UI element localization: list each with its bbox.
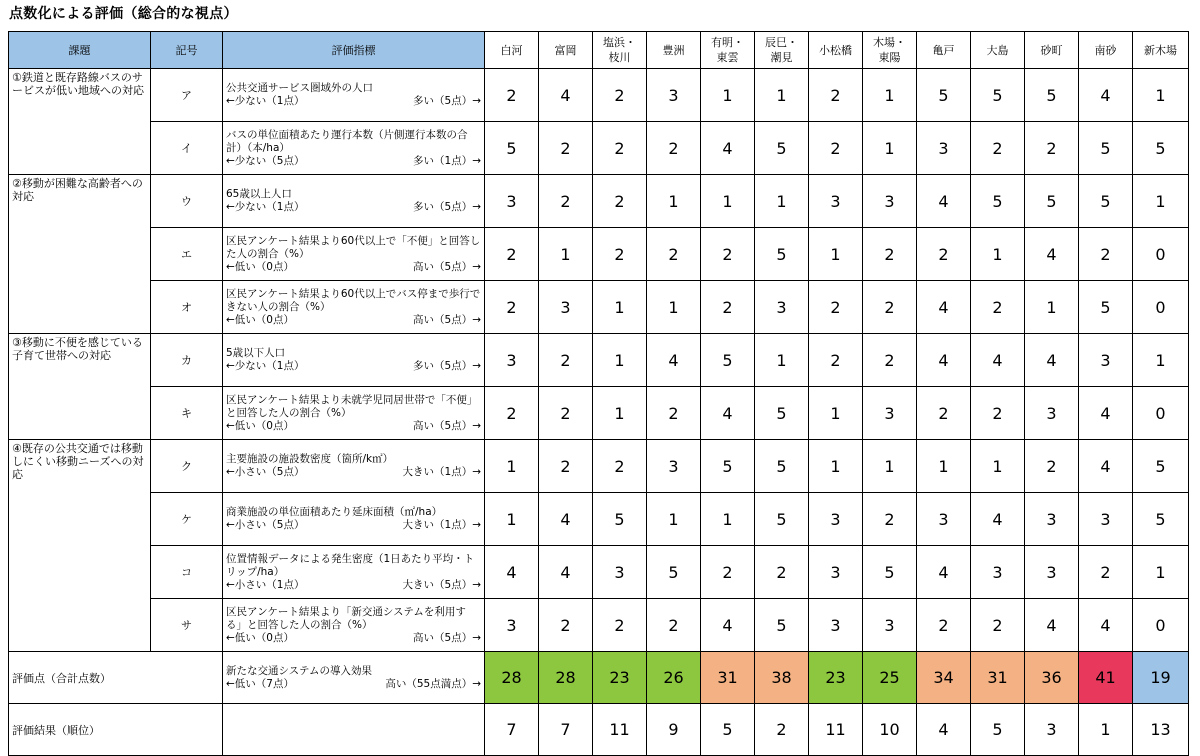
indicator-text: 区民アンケート結果より未就学児同居世帯で「不便」と回答した人の割合（%） <box>226 393 478 419</box>
total-scale <box>226 678 481 691</box>
score-cell: 1 <box>809 387 863 440</box>
score-cell: 1 <box>863 440 917 493</box>
page-title: 点数化による評価（総合的な視点） <box>9 6 238 22</box>
score-cell: 2 <box>971 387 1025 440</box>
table-header <box>9 32 1189 69</box>
score-cell: 2 <box>485 228 539 281</box>
score-cell: 4 <box>917 281 971 334</box>
score-cell: 3 <box>539 281 593 334</box>
score-cell: 1 <box>1133 334 1189 387</box>
scale-high: 高い（5点）→ <box>413 260 481 273</box>
indicator-text: 5歳以下人口 <box>226 347 286 359</box>
table-row <box>9 440 1189 493</box>
score-cell: 4 <box>971 334 1025 387</box>
indicator-scale <box>226 632 481 645</box>
table-row <box>9 228 1189 281</box>
score-cell: 4 <box>1079 387 1133 440</box>
score-cell: 3 <box>917 493 971 546</box>
score-cell: 3 <box>809 546 863 599</box>
rank-cell: 13 <box>1133 704 1189 756</box>
score-cell: 2 <box>755 546 809 599</box>
score-cell: 5 <box>647 546 701 599</box>
score-cell: 0 <box>1133 599 1189 652</box>
score-cell: 2 <box>647 228 701 281</box>
table-row <box>9 334 1189 387</box>
score-cell: 2 <box>701 281 755 334</box>
indicator-cell <box>223 546 485 599</box>
score-cell: 2 <box>647 122 701 175</box>
score-cell: 3 <box>1025 387 1079 440</box>
score-cell: 3 <box>1079 493 1133 546</box>
row-symbol: オ <box>151 281 223 334</box>
score-cell: 4 <box>1025 334 1079 387</box>
score-cell: 5 <box>755 228 809 281</box>
rank-cell: 2 <box>755 704 809 756</box>
score-cell: 3 <box>485 599 539 652</box>
score-cell: 5 <box>971 175 1025 228</box>
score-cell: 4 <box>647 334 701 387</box>
score-cell: 2 <box>1025 122 1079 175</box>
indicator-text: 区民アンケート結果より「新交通システムを利用する」と回答した人の割合（%） <box>226 605 466 631</box>
score-cell: 2 <box>701 546 755 599</box>
score-cell: 1 <box>863 122 917 175</box>
score-cell: 4 <box>1079 69 1133 122</box>
score-cell: 2 <box>539 122 593 175</box>
indicator-cell <box>223 387 485 440</box>
score-cell: 2 <box>593 175 647 228</box>
score-cell: 3 <box>1025 493 1079 546</box>
score-cell: 4 <box>1025 599 1079 652</box>
indicator-text: バスの単位面積あたり運行本数（片側運行本数の合計）（本/ha） <box>226 128 468 154</box>
header-area: 砂町 <box>1025 32 1079 69</box>
score-cell: 3 <box>863 599 917 652</box>
score-cell: 2 <box>1079 546 1133 599</box>
score-cell: 1 <box>701 493 755 546</box>
total-score-cell: 31 <box>971 652 1025 704</box>
score-cell: 1 <box>647 281 701 334</box>
score-cell: 4 <box>917 175 971 228</box>
score-cell: 3 <box>755 281 809 334</box>
score-cell: 2 <box>593 69 647 122</box>
header-area: 辰巳・ 潮見 <box>755 32 809 69</box>
score-cell: 3 <box>485 334 539 387</box>
header-area: 塩浜・ 枝川 <box>593 32 647 69</box>
score-cell: 2 <box>539 334 593 387</box>
indicator-text: 商業施設の単位面積あたり延床面積（㎡/ha） <box>226 506 443 518</box>
total-score-cell: 25 <box>863 652 917 704</box>
row-symbol: ウ <box>151 175 223 228</box>
indicator-cell <box>223 440 485 493</box>
score-cell: 5 <box>701 334 755 387</box>
header-symbol: 記号 <box>151 32 223 69</box>
score-cell: 2 <box>485 387 539 440</box>
indicator-text: 区民アンケート結果より60代以上でバス停まで歩行できない人の割合（%） <box>226 287 481 313</box>
topic-label: ②移動が困難な高齢者への対応 <box>9 175 151 334</box>
score-cell: 3 <box>647 440 701 493</box>
score-cell: 2 <box>485 281 539 334</box>
score-cell: 5 <box>755 122 809 175</box>
scale-low: ←小さい（5点） <box>226 519 305 531</box>
score-cell: 3 <box>1079 334 1133 387</box>
rank-cell: 5 <box>701 704 755 756</box>
evaluation-table <box>8 31 1189 756</box>
header-area: 富岡 <box>539 32 593 69</box>
header-topic: 課題 <box>9 32 151 69</box>
indicator-scale <box>226 519 481 532</box>
score-cell: 2 <box>485 69 539 122</box>
table-row <box>9 493 1189 546</box>
scale-high: 多い（5点）→ <box>413 95 481 107</box>
row-symbol: サ <box>151 599 223 652</box>
score-cell: 5 <box>1025 175 1079 228</box>
score-cell: 1 <box>647 493 701 546</box>
score-cell: 1 <box>1133 175 1189 228</box>
score-cell: 0 <box>1133 281 1189 334</box>
scale-high: 大きい（1点）→ <box>402 519 481 531</box>
score-cell: 2 <box>809 69 863 122</box>
table-row <box>9 175 1189 228</box>
topic-label: ①鉄道と既存路線バスのサービスが低い地域への対応 <box>9 69 151 175</box>
score-cell: 1 <box>1025 281 1079 334</box>
rank-cell: 7 <box>539 704 593 756</box>
score-cell: 1 <box>755 69 809 122</box>
score-cell: 5 <box>485 122 539 175</box>
scale-low: ←低い（0点） <box>226 313 294 326</box>
score-cell: 0 <box>1133 228 1189 281</box>
scale-low: ←低い（0点） <box>226 419 294 432</box>
score-cell: 1 <box>917 440 971 493</box>
score-cell: 2 <box>593 599 647 652</box>
score-cell: 2 <box>539 599 593 652</box>
score-cell: 1 <box>971 440 1025 493</box>
indicator-scale <box>226 201 481 214</box>
header-area: 木場・ 東陽 <box>863 32 917 69</box>
score-cell: 2 <box>971 122 1025 175</box>
rank-cell: 10 <box>863 704 917 756</box>
topic-label: ④既存の公共交通では移動しにくい移動ニーズへの対応 <box>9 440 151 652</box>
indicator-scale <box>226 261 481 274</box>
score-cell: 1 <box>809 440 863 493</box>
table-row <box>9 387 1189 440</box>
indicator-text: 区民アンケート結果より60代以上で「不便」と回答した人の割合（%） <box>226 234 481 260</box>
row-symbol: ク <box>151 440 223 493</box>
score-cell: 5 <box>863 546 917 599</box>
score-cell: 2 <box>971 599 1025 652</box>
score-cell: 1 <box>593 387 647 440</box>
scale-low: ←少ない（1点） <box>226 201 305 213</box>
total-score-cell: 19 <box>1133 652 1189 704</box>
total-score-cell: 38 <box>755 652 809 704</box>
score-cell: 5 <box>701 440 755 493</box>
score-cell: 3 <box>863 175 917 228</box>
indicator-scale <box>226 360 481 373</box>
row-symbol: エ <box>151 228 223 281</box>
score-cell: 2 <box>1079 228 1133 281</box>
score-cell: 4 <box>539 69 593 122</box>
score-cell: 2 <box>539 387 593 440</box>
rank-label: 評価結果（順位） <box>9 704 223 756</box>
score-cell: 1 <box>485 440 539 493</box>
score-cell: 2 <box>701 228 755 281</box>
total-scale-low: ←低い（7点） <box>226 677 294 690</box>
score-cell: 3 <box>863 387 917 440</box>
score-cell: 5 <box>971 69 1025 122</box>
indicator-cell <box>223 599 485 652</box>
score-cell: 3 <box>809 493 863 546</box>
score-cell: 1 <box>701 175 755 228</box>
scale-low: ←小さい（5点） <box>226 466 305 478</box>
score-cell: 5 <box>1133 122 1189 175</box>
total-score-cell: 23 <box>809 652 863 704</box>
table-row <box>9 69 1189 122</box>
header-area: 大島 <box>971 32 1025 69</box>
score-cell: 2 <box>593 440 647 493</box>
total-score-cell: 36 <box>1025 652 1079 704</box>
score-cell: 2 <box>593 228 647 281</box>
scale-high: 大きい（5点）→ <box>402 578 481 591</box>
header-area: 南砂 <box>1079 32 1133 69</box>
indicator-text: 65歳以上人口 <box>226 188 292 200</box>
indicator-text: 主要施設の施設数密度（箇所/k㎡） <box>226 453 394 465</box>
row-symbol: コ <box>151 546 223 599</box>
indicator-scale <box>226 579 481 592</box>
indicator-cell <box>223 175 485 228</box>
indicator-cell <box>223 122 485 175</box>
score-cell: 4 <box>539 546 593 599</box>
score-cell: 2 <box>863 228 917 281</box>
row-symbol: カ <box>151 334 223 387</box>
row-symbol: キ <box>151 387 223 440</box>
scale-high: 高い（5点）→ <box>413 419 481 432</box>
row-symbol: イ <box>151 122 223 175</box>
header-area: 新木場 <box>1133 32 1189 69</box>
scale-low: ←低い（0点） <box>226 631 294 644</box>
score-cell: 2 <box>1025 440 1079 493</box>
score-cell: 2 <box>809 122 863 175</box>
rank-cell: 5 <box>971 704 1025 756</box>
score-cell: 5 <box>1133 440 1189 493</box>
score-cell: 1 <box>863 69 917 122</box>
score-cell: 2 <box>863 281 917 334</box>
score-cell: 5 <box>755 493 809 546</box>
score-cell: 2 <box>593 122 647 175</box>
scale-high: 高い（5点）→ <box>413 313 481 326</box>
score-cell: 5 <box>1133 493 1189 546</box>
scale-low: ←低い（0点） <box>226 260 294 273</box>
rank-cell: 4 <box>917 704 971 756</box>
indicator-scale <box>226 314 481 327</box>
score-cell: 5 <box>755 440 809 493</box>
score-cell: 2 <box>971 281 1025 334</box>
header-indicator: 評価指標 <box>223 32 485 69</box>
score-cell: 4 <box>917 334 971 387</box>
score-cell: 4 <box>1079 440 1133 493</box>
table-row <box>9 546 1189 599</box>
score-cell: 1 <box>485 493 539 546</box>
score-cell: 3 <box>809 599 863 652</box>
score-cell: 1 <box>809 228 863 281</box>
indicator-cell <box>223 69 485 122</box>
scale-low: ←少ない（1点） <box>226 360 305 372</box>
total-indicator-cell <box>223 652 485 704</box>
rank-cell: 9 <box>647 704 701 756</box>
rank-empty-cell <box>223 704 485 756</box>
rank-cell: 11 <box>809 704 863 756</box>
rank-cell: 3 <box>1025 704 1079 756</box>
score-cell: 5 <box>755 387 809 440</box>
score-cell: 3 <box>1025 546 1079 599</box>
score-cell: 2 <box>539 175 593 228</box>
table-body <box>9 69 1189 756</box>
score-cell: 5 <box>1079 281 1133 334</box>
scale-low: ←小さい（1点） <box>226 578 305 591</box>
score-cell: 2 <box>917 228 971 281</box>
row-symbol: ア <box>151 69 223 122</box>
indicator-text: 公共交通サービス圏域外の人口 <box>226 82 373 94</box>
score-cell: 5 <box>593 493 647 546</box>
score-cell: 2 <box>539 440 593 493</box>
header-area: 白河 <box>485 32 539 69</box>
table-row <box>9 281 1189 334</box>
score-cell: 3 <box>647 69 701 122</box>
score-cell: 2 <box>917 387 971 440</box>
score-cell: 2 <box>917 599 971 652</box>
score-cell: 4 <box>1025 228 1079 281</box>
total-score-cell: 41 <box>1079 652 1133 704</box>
score-cell: 3 <box>593 546 647 599</box>
scale-high: 大きい（1点）→ <box>402 466 481 478</box>
indicator-scale <box>226 95 481 108</box>
scale-high: 多い（5点）→ <box>413 201 481 213</box>
total-indicator-text: 新たな交通システムの導入効果 <box>226 664 372 677</box>
indicator-cell <box>223 493 485 546</box>
score-cell: 1 <box>755 334 809 387</box>
rank-cell: 7 <box>485 704 539 756</box>
total-row <box>9 652 1189 704</box>
scale-low: ←少ない（5点） <box>226 154 305 167</box>
header-area: 豊洲 <box>647 32 701 69</box>
scale-high: 多い（5点）→ <box>413 360 481 372</box>
score-cell: 4 <box>1079 599 1133 652</box>
score-cell: 3 <box>971 546 1025 599</box>
score-cell: 3 <box>485 175 539 228</box>
score-cell: 2 <box>809 281 863 334</box>
score-cell: 3 <box>917 122 971 175</box>
table-row <box>9 599 1189 652</box>
score-cell: 1 <box>647 175 701 228</box>
score-cell: 5 <box>1079 122 1133 175</box>
score-cell: 1 <box>539 228 593 281</box>
table-row <box>9 122 1189 175</box>
total-score-cell: 34 <box>917 652 971 704</box>
header-area: 有明・ 東雲 <box>701 32 755 69</box>
score-cell: 1 <box>701 69 755 122</box>
indicator-scale <box>226 420 481 433</box>
score-cell: 4 <box>971 493 1025 546</box>
score-cell: 2 <box>647 387 701 440</box>
score-cell: 3 <box>809 175 863 228</box>
score-cell: 4 <box>701 122 755 175</box>
total-scale-high: 高い（55点満点）→ <box>385 677 481 690</box>
score-cell: 1 <box>593 334 647 387</box>
score-cell: 1 <box>971 228 1025 281</box>
rank-cell: 1 <box>1079 704 1133 756</box>
scale-high: 多い（1点）→ <box>413 154 481 167</box>
score-cell: 1 <box>755 175 809 228</box>
score-cell: 2 <box>809 334 863 387</box>
total-score-cell: 31 <box>701 652 755 704</box>
header-area: 亀戸 <box>917 32 971 69</box>
score-cell: 5 <box>1079 175 1133 228</box>
indicator-text: 位置情報データによる発生密度（1日あたり平均・トリップ/ha） <box>226 552 475 578</box>
row-symbol: ケ <box>151 493 223 546</box>
indicator-cell <box>223 281 485 334</box>
indicator-cell <box>223 228 485 281</box>
score-cell: 2 <box>863 493 917 546</box>
header-row <box>9 32 1189 69</box>
indicator-cell <box>223 334 485 387</box>
scale-low: ←少ない（1点） <box>226 95 305 107</box>
indicator-scale <box>226 466 481 479</box>
total-label: 評価点（合計点数） <box>9 652 223 704</box>
total-score-cell: 23 <box>593 652 647 704</box>
header-area: 小松橋 <box>809 32 863 69</box>
score-cell: 2 <box>647 599 701 652</box>
score-cell: 1 <box>1133 69 1189 122</box>
total-score-cell: 28 <box>539 652 593 704</box>
indicator-scale <box>226 155 481 168</box>
score-cell: 5 <box>755 599 809 652</box>
score-cell: 5 <box>1025 69 1079 122</box>
score-cell: 1 <box>1133 546 1189 599</box>
rank-cell: 11 <box>593 704 647 756</box>
score-cell: 4 <box>485 546 539 599</box>
score-cell: 5 <box>917 69 971 122</box>
score-cell: 4 <box>701 387 755 440</box>
score-cell: 0 <box>1133 387 1189 440</box>
total-score-cell: 26 <box>647 652 701 704</box>
scale-high: 高い（5点）→ <box>413 631 481 644</box>
score-cell: 2 <box>863 334 917 387</box>
score-cell: 4 <box>917 546 971 599</box>
score-cell: 4 <box>701 599 755 652</box>
score-cell: 4 <box>539 493 593 546</box>
topic-label: ③移動に不便を感じている子育て世帯への対応 <box>9 334 151 440</box>
rank-row <box>9 704 1189 756</box>
total-score-cell: 28 <box>485 652 539 704</box>
score-cell: 1 <box>593 281 647 334</box>
